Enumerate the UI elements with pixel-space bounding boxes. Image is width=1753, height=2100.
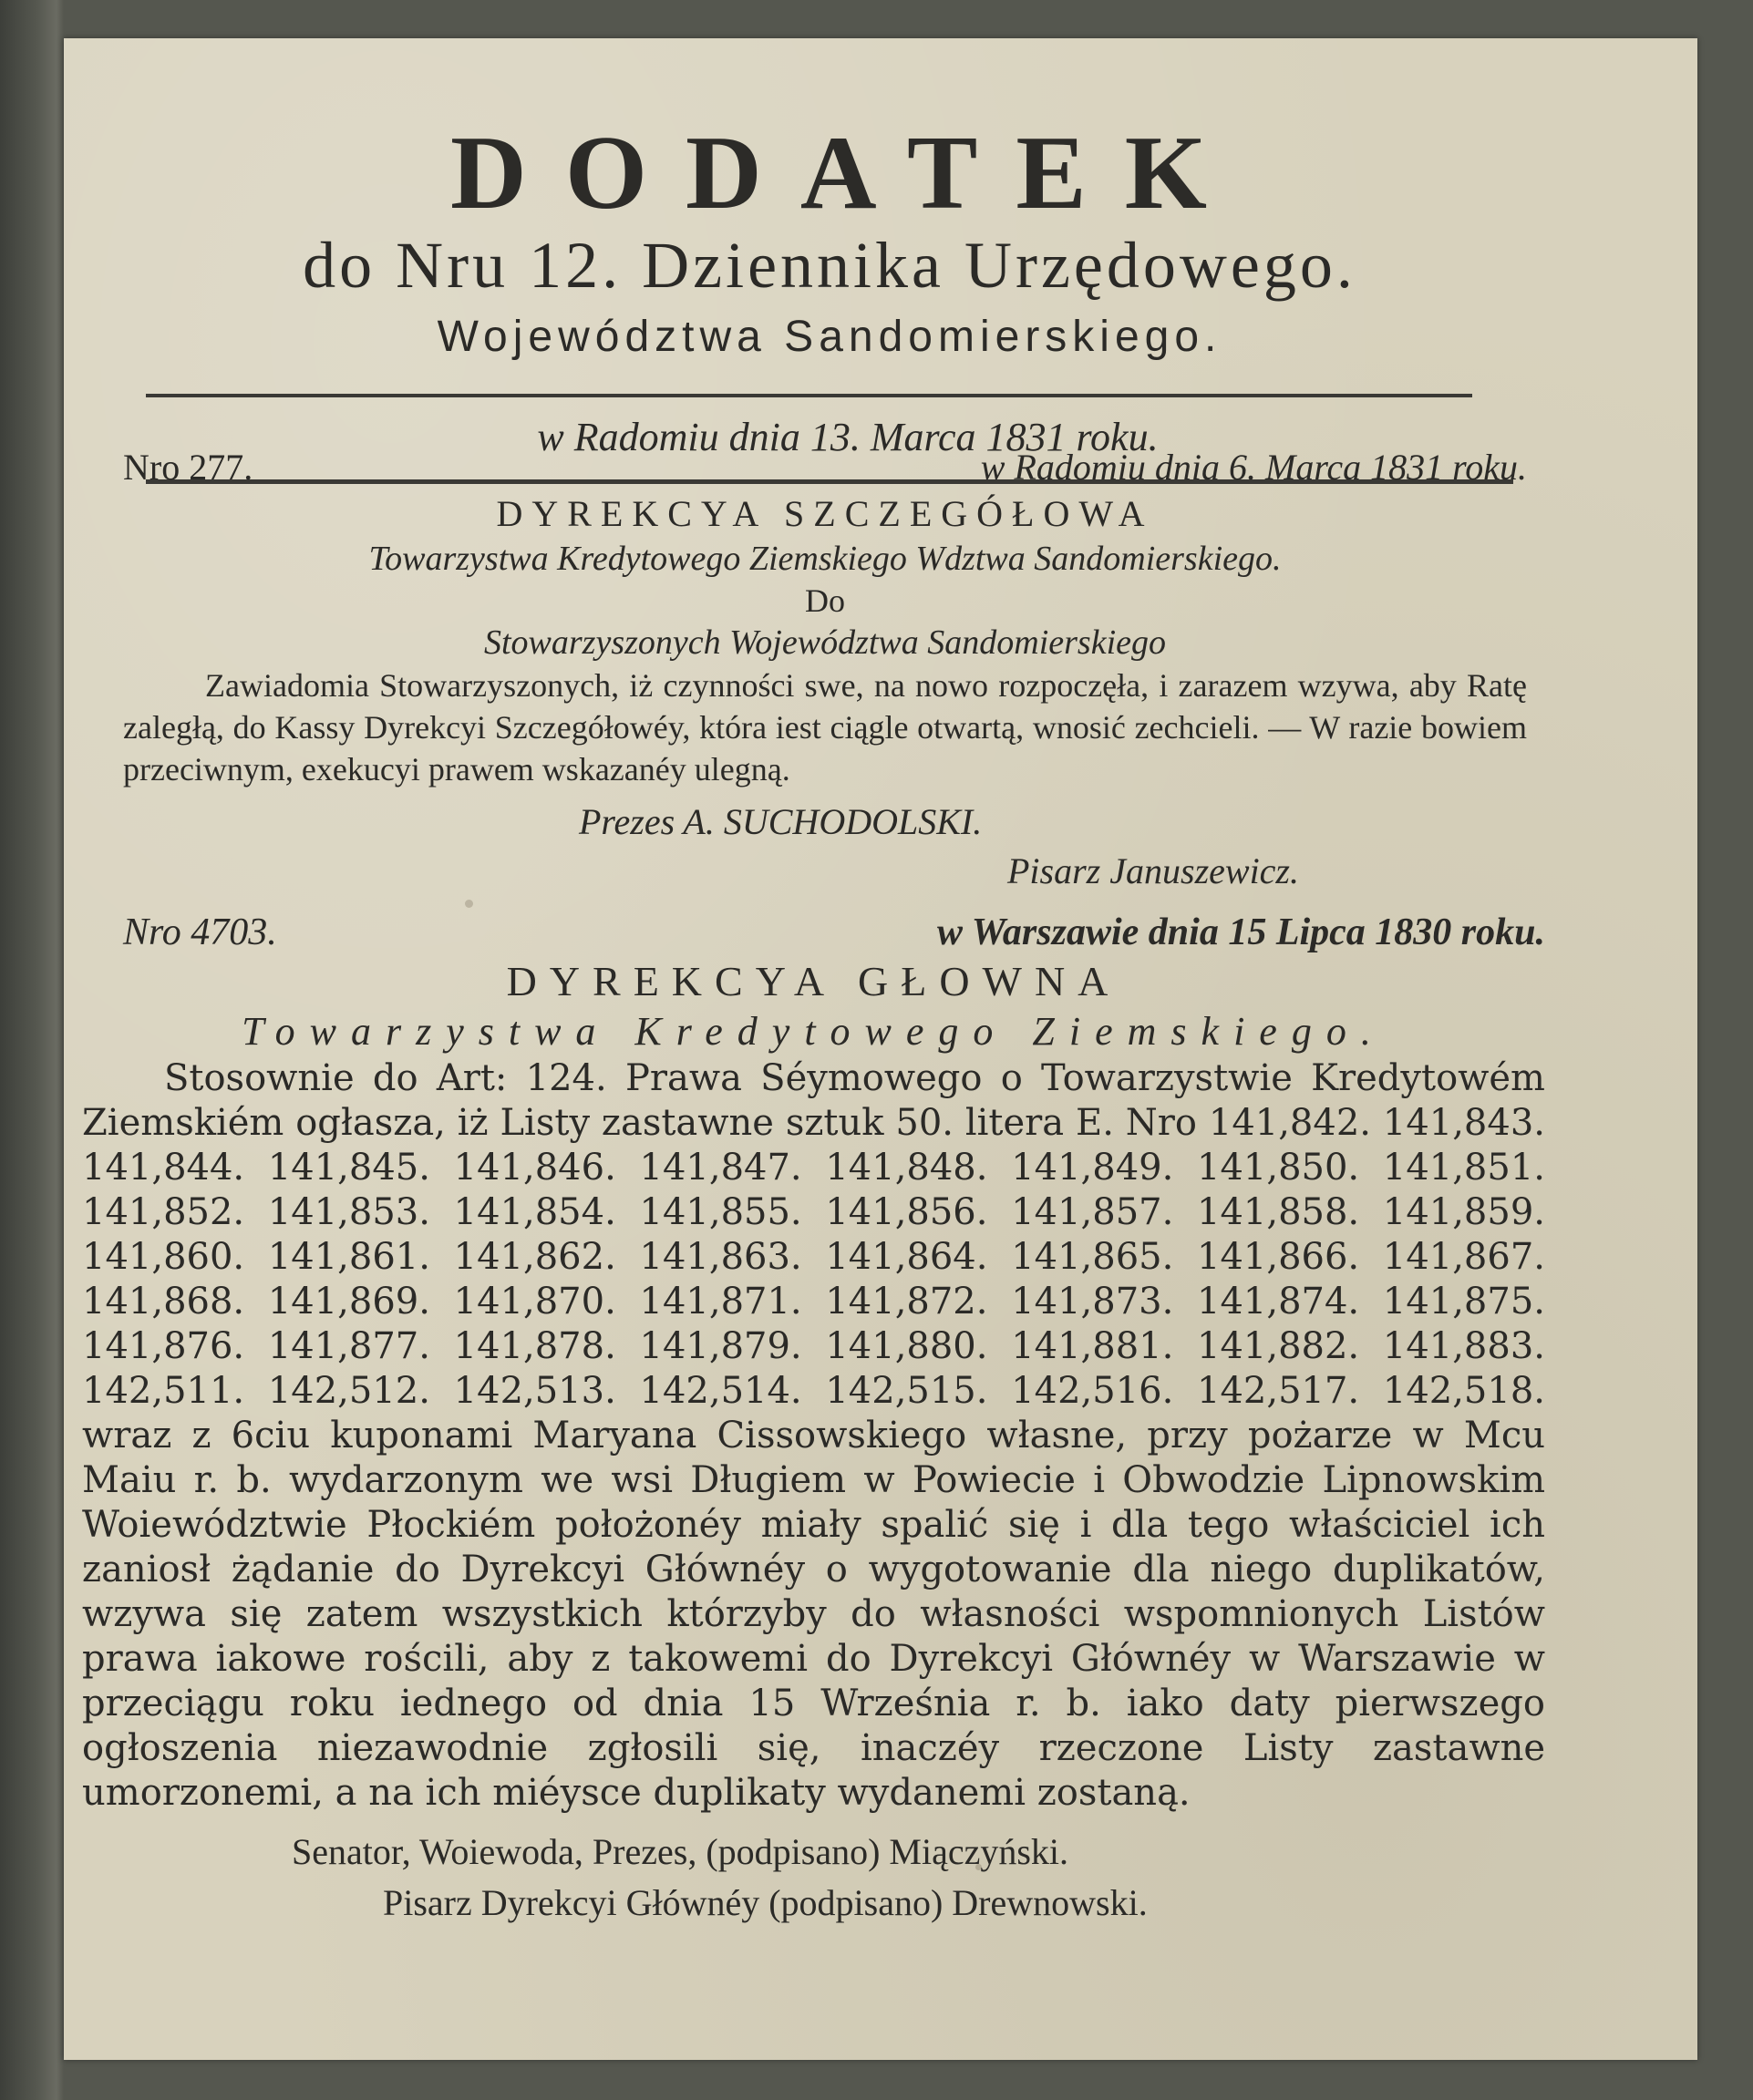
masthead-title: DODATEK bbox=[450, 115, 1245, 232]
closing-line-2: Pisarz Dyrekcyi Głównéy (podpisano) Drewnowski. bbox=[383, 1882, 1148, 1923]
masthead bbox=[82, 115, 1541, 484]
masthead-rule-top bbox=[146, 394, 1472, 397]
notice-date: w Radomiu dnia 6. Marca 1831 roku. bbox=[980, 447, 1527, 488]
notice-date: w Warszawie dnia 15 Lipca 1830 roku. bbox=[936, 911, 1545, 953]
newspaper-page bbox=[64, 38, 1697, 2060]
notice-header bbox=[123, 444, 1527, 491]
notice-number: Nro 277. bbox=[123, 447, 253, 488]
notice-number: Nro 4703. bbox=[123, 911, 277, 953]
ink-spot bbox=[465, 900, 473, 908]
notice-to: Do bbox=[805, 582, 845, 619]
notice-body: Stosownie do Art: 124. Prawa Séymowego o Towarzystwie Kredytowém Ziemskiém ogłasza, iż Listy zastawne sztuk 50. litera E. Nro 141,842. 141,843. 141,844. 141,845. 141,846. 141,847. 141,848. 141,849. 141,850. 141,851. 141,852. 141,853. 141,854. 141,855. 141,856. 141,857. 141,858. 141,859. 141,860. 141,861. 141,862. 141,863. 141,864. 141,865. 141,866. 141,867. 141,868. 141,869. 141,870. 141,871. 141,872. 141,873. 141,874. 141,875. 141,876. 141,877. 141,878. 141,879. 141,880. 141,881. 141,882. 141,883. 142,511. 142,512. 142,513. 142,514. 142,515. 142,516. 142,517. 142,518. wraz z 6ciu kuponami Maryana Cissowskiego własne, przy pożarze w Mcu Maiu r. b. wydarzonym we wsi Długiem w Powiecie i Obwodzie Lipnowskim Woiewództwie Płockiém położonéy miały spalić się i dla tego właściciel ich zaniosł żądanie do Dyrekcyi Głównéy o wygotowanie dla niego duplikatów, wzywa się zatem wszystkich którzyby do własności wspomnionych Listów prawa iakowe rościli, aby z takowemi do Dyrekcyi Głównéy w Warszawie w przeciągu roku iednego od dnia 15 Września r. b. iako daty pierwszego ogłoszenia niezawodnie zgłosili się, inaczéy rzeczone Listy zastawne umorzonemi, a na ich miéysce duplikaty wydanemi zostaną. bbox=[82, 1057, 1545, 1814]
issue-dateline: w Radomiu dnia 13. Marca 1831 roku. bbox=[537, 415, 1159, 459]
notice-addressee: Stowarzyszonych Województwa Sandomierskiego bbox=[483, 623, 1166, 662]
closing-line-1: Senator, Woiewoda, Prezes, (podpisano) Miączyński. bbox=[292, 1831, 1069, 1872]
notice-277 bbox=[123, 444, 1527, 896]
masthead-region: Województwa Sandomierskiego. bbox=[437, 313, 1222, 361]
notice-subheading: Towarzystwa Kredytowego Ziemskiego. bbox=[242, 1009, 1386, 1054]
masthead-subtitle: do Nru 12. Dziennika Urzędowego. bbox=[303, 229, 1356, 302]
notice-body: Zawiadomia Stowarzyszonych, iż czynności swe, na nowo rozpoczęła, i zarazem wzywa, aby Ratę zaległą, do Kassy Dyrekcyi Szczegółowéy, która iest ciągle otwartą, wnosić zechcieli. — W razie bowiem przeciwnym, exekucyi prawem wskazanéy ulegną. bbox=[123, 667, 1527, 788]
signature-secretary: Pisarz Januszewicz. bbox=[1007, 850, 1299, 891]
notice-4703 bbox=[82, 909, 1545, 1929]
notice-heading: DYREKCYA SZCZEGÓŁOWA bbox=[496, 493, 1154, 534]
notice-subheading: Towarzystwa Kredytowego Ziemskiego Wdztwa Sandomierskiego. bbox=[368, 540, 1282, 578]
notice-heading: DYREKCYA GŁOWNA bbox=[506, 958, 1121, 1004]
notice-header bbox=[82, 909, 1545, 956]
signature-president: Prezes A. SUCHODOLSKI. bbox=[579, 801, 983, 842]
